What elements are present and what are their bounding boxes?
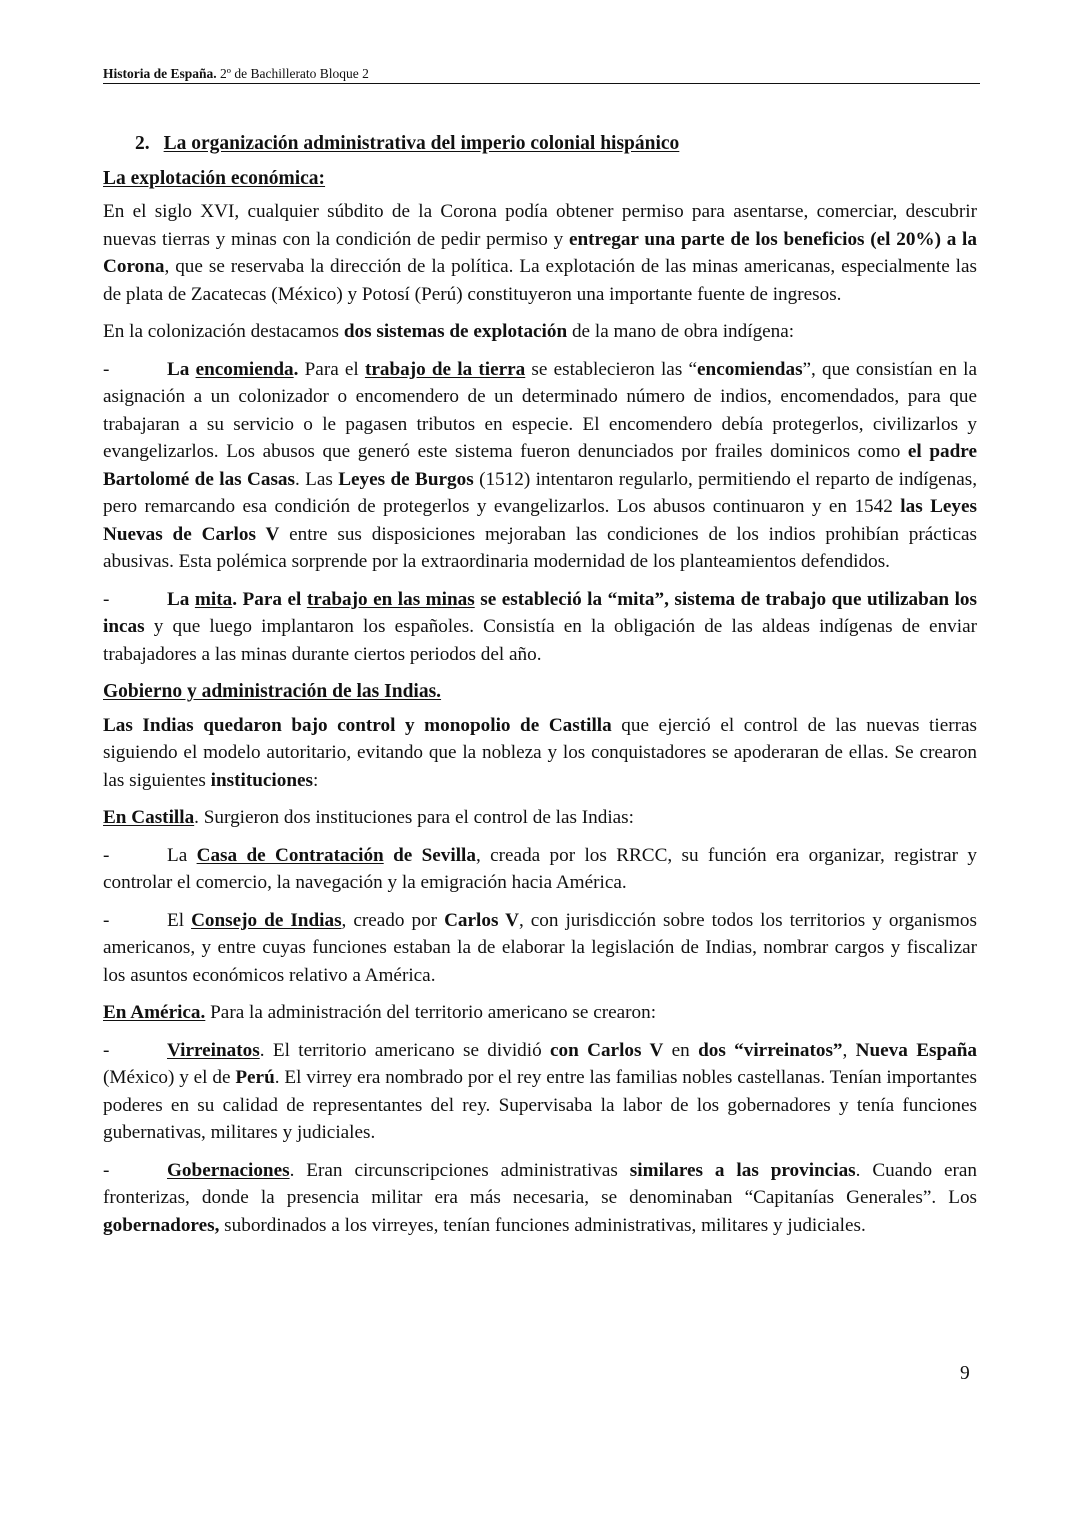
term-mita: mita	[194, 588, 233, 610]
text-run: (1512) intentaron regularlo, permitiendo el reparto de indígenas, pero remarcando esa condición de protegerlos y evangelizarlos. Los abusos continuaron y en 1542	[103, 468, 977, 517]
text-run: de la mano de obra indígena:	[567, 321, 795, 342]
bullet-consejo-indias	[103, 907, 977, 990]
text-run: En la colonización destacamos	[103, 321, 344, 342]
heading-gobierno	[103, 678, 977, 706]
bold-run: La	[167, 358, 196, 380]
bold-run: Leyes de Burgos	[338, 468, 474, 490]
bold-run: Perú	[235, 1067, 275, 1088]
text-run: . Las	[294, 468, 339, 490]
section-number: 2.	[135, 133, 150, 154]
text-run: En el siglo XVI, cualquier súbdito de la Corona podía obtener permiso para asentarse, comerciar, descubrir nuevas tierras y minas con la condición de pedir permiso y	[103, 201, 977, 250]
bold-run: Nueva España	[855, 1039, 977, 1061]
bullet-dash: -	[103, 588, 110, 610]
running-header	[103, 66, 980, 84]
bold-run: entregar una parte de los beneficios (el 20%) a la Corona	[103, 228, 977, 277]
heading-gobierno-text: Gobierno y administración de las Indias.	[103, 681, 442, 702]
text-run: Para el	[298, 358, 365, 380]
term-virreinatos: Virreinatos	[167, 1039, 260, 1061]
bullet-casa-contratacion	[103, 842, 977, 897]
paragraph-castilla	[103, 804, 977, 832]
text-run: . Surgieron dos instituciones para el control de las Indias:	[194, 807, 634, 828]
bullet-virreinatos	[103, 1037, 977, 1147]
bold-run: Carlos V	[444, 909, 519, 931]
text-run: ”, que consistían en la asignación a un colonizador o encomendero de un determinado número de indios, encomendados, para que trabajaran a su servicio o le pagasen tributos en especie. El encomendero debía protegerlos, civilizarlos y evangelizarlos. Los abusos que generó este sistema fueron denunciados por frailes dominicos como	[103, 358, 977, 462]
text-run: . Eran circunscripciones administrativas	[289, 1159, 630, 1181]
text-run: , creada por los RRCC, su función era organizar, registrar y controlar el comercio, la navegación y la emigración hacia América.	[103, 844, 978, 893]
bold-run: de Sevilla	[383, 844, 476, 866]
bullet-dash: -	[103, 909, 110, 931]
bold-run: La	[167, 588, 195, 610]
text-run: Para la administración del territorio americano se crearon:	[205, 1002, 657, 1023]
bullet-dash: -	[103, 1159, 110, 1181]
bullet-mita	[103, 586, 977, 669]
text-run: La	[167, 844, 197, 866]
bold-run: dos “virreinatos”	[698, 1039, 843, 1061]
term-casa-contratacion: Casa de Contratación	[196, 844, 384, 866]
text-run: se establecieron las “	[525, 358, 697, 380]
text-run: en	[663, 1039, 699, 1061]
document-body	[103, 130, 977, 1249]
text-run: ,	[842, 1039, 856, 1061]
paragraph-gobierno	[103, 712, 977, 795]
section-title-text: La organización administrativa del imperio colonial hispánico	[163, 133, 680, 154]
bold-run: Las Indias quedaron bajo control y monopolio de Castilla	[103, 714, 612, 736]
bold-run: con Carlos V	[550, 1039, 664, 1061]
bold-run: se estableció la “mita”, sistema de trabajo que utilizaban los incas	[103, 588, 977, 637]
bullet-dash: -	[103, 844, 110, 866]
term-gobernaciones: Gobernaciones	[167, 1159, 290, 1181]
text-run: subordinados a los virreyes, tenían funciones administrativas, militares y judiciales.	[219, 1214, 866, 1236]
term-encomienda: encomienda	[195, 358, 294, 380]
text-run: . Cuando eran fronterizas, donde la presencia militar era más necesaria, se denominaban “Capitanías Generales”. Los	[103, 1159, 977, 1208]
term-consejo-indias: Consejo de Indias	[191, 909, 342, 931]
text-run: . El territorio americano se dividió	[259, 1039, 550, 1061]
paragraph-explotacion-2	[103, 318, 977, 346]
term-trabajo-minas: trabajo en las minas	[306, 588, 475, 610]
heading-explotacion-text: La explotación económica:	[103, 167, 326, 189]
bold-run: .	[293, 358, 299, 380]
heading-explotacion	[103, 165, 977, 193]
bold-run: las Leyes Nuevas de Carlos V	[103, 496, 977, 545]
bold-run: dos sistemas de explotación	[343, 321, 568, 342]
text-run: , creado por	[341, 909, 445, 931]
bold-run: similares a las provincias	[629, 1159, 856, 1181]
bullet-dash: -	[103, 1039, 110, 1061]
page-number: 9	[960, 1363, 970, 1384]
bullet-encomienda	[103, 356, 977, 576]
header-subtitle: 2º de Bachillerato Bloque 2	[216, 66, 369, 81]
label-en-america: En América.	[103, 1002, 206, 1023]
bullet-gobernaciones	[103, 1157, 977, 1240]
bold-run: gobernadores,	[103, 1214, 220, 1236]
label-en-castilla: En Castilla	[103, 807, 195, 828]
text-run: . El virrey era nombrado por el rey entre las familias nobles castellanas. Tenían importantes poderes en su calidad de representantes del rey. Supervisaba la labor de los gobernadores y tenía funciones gubernativas, militares y judiciales.	[103, 1067, 977, 1143]
paragraph-explotacion-1	[103, 198, 977, 308]
bold-run: instituciones	[210, 769, 314, 791]
bold-run: . Para el	[232, 588, 307, 610]
text-run: que ejerció el control de las nuevas tierras siguiendo el modelo autoritario, evitando que la nobleza y los conquistadores se apoderaran de ellas. Se crearon las siguientes	[103, 714, 977, 791]
paragraph-america	[103, 999, 977, 1027]
text-run: entre sus disposiciones mejoraban las condiciones de los indios prohibían prácticas abusivas. Esta polémica sorprende por la extraordinaria modernidad de los planteamientos defendidos.	[103, 523, 977, 572]
section-title	[103, 130, 977, 158]
bullet-dash: -	[103, 358, 110, 380]
text-run: , que se reservaba la dirección de la política. La explotación de las minas americanas, especialmente las de plata de Zacatecas (México) y Potosí (Perú) constituyeron una importante fuente de ingresos.	[103, 256, 977, 305]
text-run: :	[313, 769, 319, 791]
text-run: El	[167, 909, 192, 931]
term-trabajo-tierra: trabajo de la tierra	[364, 358, 526, 380]
text-run: (México) y el de	[103, 1067, 236, 1088]
bold-run: el padre Bartolomé de las Casas	[103, 441, 977, 490]
text-run: , con jurisdicción sobre todos los territorios y organismos americanos, y entre cuyas funciones estaban la de elaborar la legislación de Indias, nombrar cargos y fiscalizar los asuntos económicos relativo a América.	[103, 909, 977, 986]
bold-run: encomiendas	[697, 358, 803, 380]
header-title: Historia de España.	[103, 66, 217, 81]
text-run: y que luego implantaron los españoles. Consistía en la obligación de las aldeas indígenas de enviar trabajadores a las minas durante ciertos periodos del año.	[103, 616, 977, 665]
